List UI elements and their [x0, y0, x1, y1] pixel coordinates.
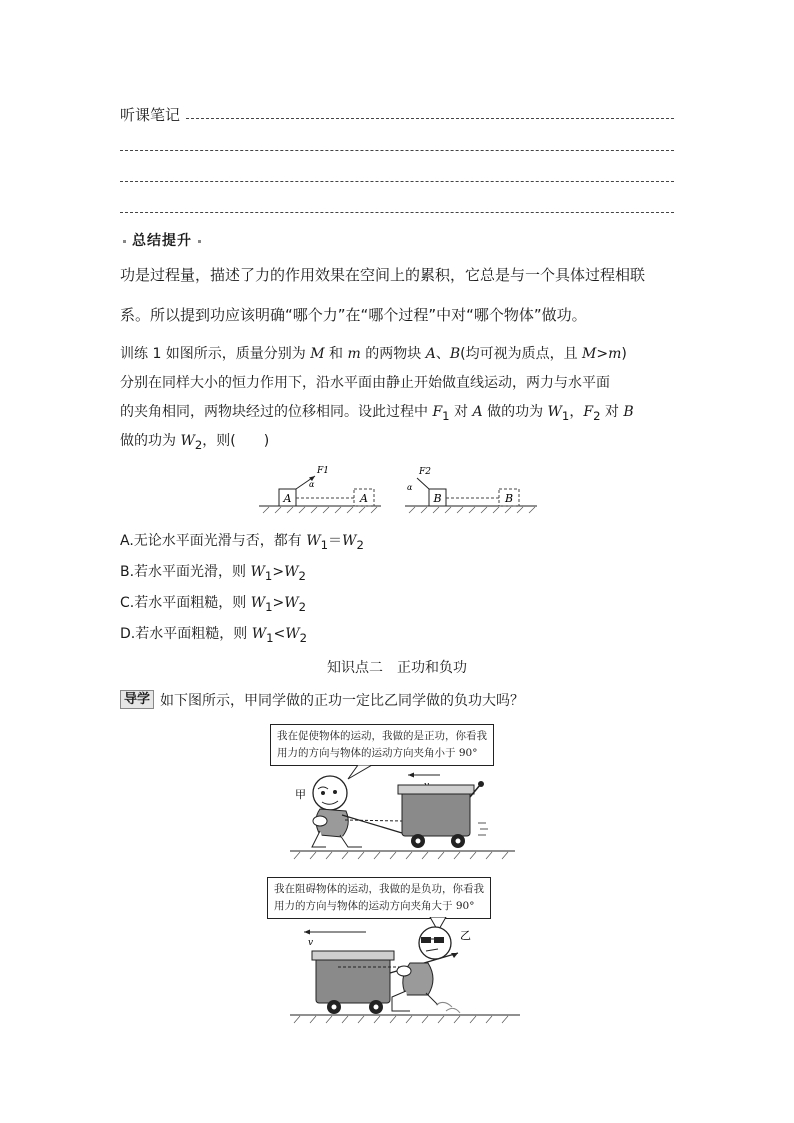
velocity-label-bottom: v	[308, 938, 314, 948]
guide-label: 导学	[120, 690, 154, 709]
summary-label: 总结提升	[117, 230, 207, 250]
person-jia-label: 甲	[295, 788, 306, 801]
option-a[interactable]: A.无论水平面光滑与否，都有 $W_1=W_2$	[120, 533, 364, 552]
exercise-line-2: 分别在同样大小的恒力作用下，沿水平面由静止开始做直线运动，两力与水平面	[120, 375, 610, 391]
section-heading: 知识点二 正功和负功	[327, 660, 467, 676]
summary-line-2: 系。所以提到功应该明确“哪个力”在“哪个过程”中对“哪个物体”做功。	[120, 306, 587, 324]
notes-title: 听课笔记	[120, 106, 181, 124]
positive-work-illustration	[290, 765, 520, 860]
option-d[interactable]: D.若水平面粗糙，则 $W_1<W_2$	[120, 626, 308, 645]
block-b-final-label: B	[504, 492, 514, 505]
note-line-2	[120, 150, 674, 151]
exercise-line-4: 做的功为 $W_2$，则( )	[120, 433, 270, 452]
force-f2-arrow	[417, 478, 429, 489]
person-jia	[312, 776, 402, 847]
block-a-label: A	[283, 492, 292, 505]
angle-label-a: α	[309, 480, 315, 489]
option-b[interactable]: B.若水平面光滑，则 $W_1>W_2$	[120, 564, 306, 583]
note-line-3	[120, 181, 674, 182]
force-f1-label: F1	[317, 466, 329, 476]
person-yi	[392, 927, 460, 1013]
force-blocks-figure	[255, 462, 545, 514]
speech-bubble-negative-work: 我在阻碍物体的运动，我做的是负功，你看我 用力的方向与物体的运动方向夹角大于 90°	[267, 877, 491, 919]
cart-bottom	[312, 951, 394, 1014]
negative-work-illustration	[288, 917, 528, 1025]
note-line-4	[120, 212, 674, 213]
block-b-label: B	[433, 492, 442, 505]
block-a-final-label: A	[360, 492, 368, 505]
angle-label-b: α	[407, 483, 413, 492]
person-yi-label: 乙	[460, 929, 471, 942]
summary-line-1: 功是过程量，描述了力的作用效果在空间上的累积，它总是与一个具体过程相联	[120, 266, 646, 284]
speech-bubble-positive-work: 我在促使物体的运动，我做的是正功，你看我 用力的方向与物体的运动方向夹角小于 90°	[270, 724, 494, 766]
exercise-line-3: 的夹角相同，两物块经过的位移相同。设此过程中 $F_1$ 对 A 做的功为 $W_1$，$F_2$ 对 B	[120, 404, 634, 423]
guide-question: 如下图所示，甲同学做的正功一定比乙同学做的负功大吗？	[160, 693, 524, 709]
note-line-1	[186, 118, 674, 119]
cart-top	[398, 781, 488, 848]
force-f2-label: F2	[419, 467, 431, 477]
option-c[interactable]: C.若水平面粗糙，则 $W_1>W_2$	[120, 595, 307, 614]
exercise-line-1: 训练 1 如图所示，质量分别为 M 和 m 的两物块 A、B(均可视为质点，且 M>m)	[120, 346, 627, 362]
